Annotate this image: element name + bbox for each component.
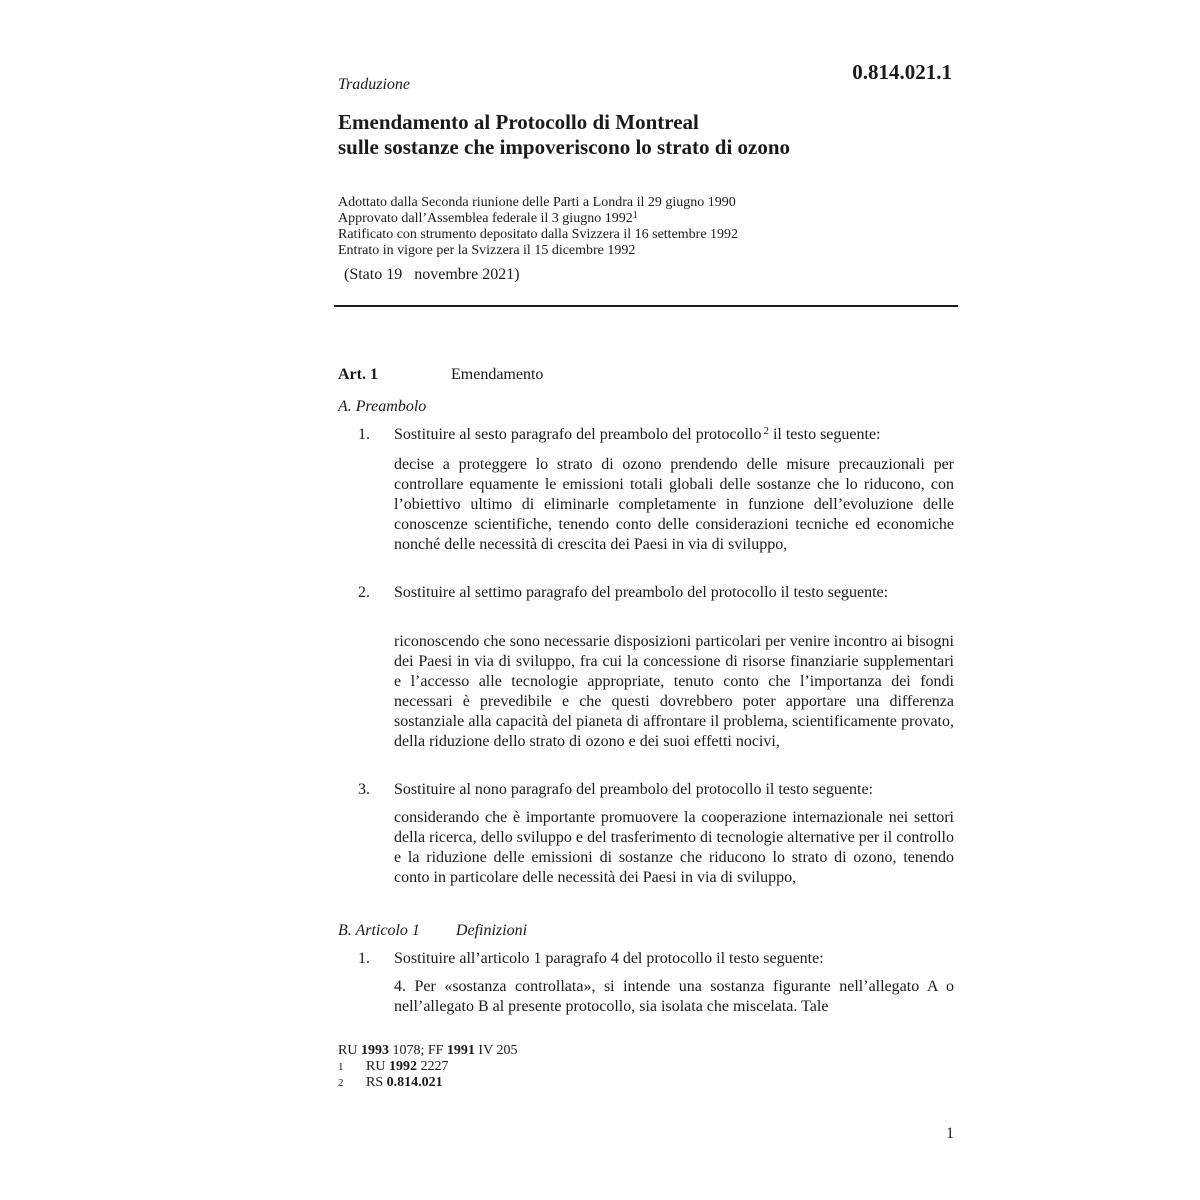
- item-number: 3.: [358, 781, 370, 798]
- item-instruction: [394, 425, 954, 445]
- item-instruction: Sostituire all’articolo 1 paragrafo 4 del protocollo il testo seguente:: [394, 950, 824, 967]
- approved-line: [338, 211, 738, 227]
- article-number: Art. 1: [338, 366, 378, 383]
- section-a-quote-1: decise a proteggere lo strato di ozono prendendo delle misure precauzionali per controllare equamente le emissioni totali globali delle sostanze che lo riducono, con l’obiettivo ultimo di eliminarle completamente in funzione dell’evoluzione delle conoscenze scientifiche, tenendo conto delle considerazioni tecniche ed economiche nonché delle necessità di crescita dei Paesi in via di sviluppo,: [394, 456, 954, 553]
- item-number: 1.: [358, 950, 370, 967]
- footnote-2: [338, 1075, 517, 1091]
- footnote-ref-1[interactable]: 1: [632, 210, 638, 221]
- header-divider: [334, 305, 958, 307]
- ru-year: 1993: [360, 1043, 389, 1058]
- section-a-item-2: [338, 583, 954, 603]
- document-metadata: [338, 195, 738, 259]
- in-force-line: Entrato in vigore per la Svizzera il 15 dicembre 1992: [338, 243, 636, 258]
- ratified-line: Ratificato con strumento depositato dalla Svizzera il 16 settembre 1992: [338, 227, 739, 242]
- article-heading: [338, 365, 954, 385]
- title-line-1: Emendamento al Protocollo di Montreal: [338, 110, 699, 134]
- section-b-heading: [338, 921, 954, 941]
- instruction-text: Sostituire al sesto paragrafo del preambolo del protocollo: [394, 426, 762, 443]
- item-instruction: Sostituire al nono paragrafo del preambolo del protocollo il testo seguente:: [394, 781, 873, 798]
- adopted-line: Adottato dalla Seconda riunione delle Parti a Londra il 29 giugno 1990: [338, 195, 736, 210]
- footnote-text: RU 1992 2227: [366, 1059, 449, 1074]
- section-a-item-3: [338, 780, 954, 800]
- footnote-text: RS 0.814.021: [366, 1075, 443, 1090]
- footnote-mark: 2: [338, 1077, 344, 1089]
- section-a-quote-3: considerando che è importante promuovere la cooperazione internazionale nei settori della ricerca, dello sviluppo e del trasferimento di tecnologie alternative per il controllo e la riduzione delle emissioni di sostanze che riducono lo strato di ozono, tenendo conto in particolare delle necessità dei Paesi in via di sviluppo,: [394, 809, 954, 886]
- translation-label: Traduzione: [338, 76, 411, 93]
- section-b-label: B. Articolo 1: [338, 922, 420, 939]
- footnote-mark: 1: [338, 1061, 344, 1073]
- page-number: 1: [946, 1125, 954, 1142]
- footnote-1: [338, 1059, 517, 1075]
- ru-prefix: RU: [338, 1043, 361, 1058]
- sr-number: 0.814.021.1: [852, 60, 952, 84]
- section-b-title: Definizioni: [455, 922, 528, 939]
- source-reference: [338, 1043, 517, 1059]
- footnote-ref-2[interactable]: 2: [763, 425, 769, 437]
- item-number: 1.: [358, 426, 370, 443]
- section-a-heading: A. Preambolo: [338, 398, 427, 415]
- status-date: (Stato 19 novembre 2021): [344, 266, 520, 283]
- footnotes: [338, 1043, 517, 1091]
- instruction-tail: il testo seguente:: [768, 426, 881, 443]
- ru-page: 1078; FF: [388, 1043, 447, 1058]
- document-title: [338, 110, 790, 160]
- title-line-2: sulle sostanze che impoveriscono lo strato di ozono: [338, 135, 791, 159]
- ff-rest: IV 205: [474, 1043, 518, 1058]
- section-a-quote-2: riconoscendo che sono necessarie disposizioni particolari per venire incontro ai bisogni dei Paesi in via di sviluppo, fra cui la concessione di risorse finanziarie supplementari e l’accesso alle tecnologie appropriate, tenuto conto che l’importanza dei fondi necessari è prevedibile e che questi dovrebbero poter apportare una differenza sostanziale alla capacità del pianeta di affrontare il problema, scientificamente provato, della riduzione dello strato di ozono e dei suoi effetti nocivi,: [394, 633, 954, 750]
- article-title: Emendamento: [451, 366, 544, 383]
- section-b-item-1: [338, 949, 954, 969]
- section-b-quote-1: 4. Per «sostanza controllata», si intende una sostanza figurante nell’allegato A o nell’allegato B al presente protocollo, sia isolata che miscelata. Tale: [394, 978, 954, 1015]
- approved-text: Approvato dall’Assemblea federale il 3 giugno 1992: [338, 211, 633, 226]
- item-instruction: Sostituire al settimo paragrafo del preambolo del protocollo il testo seguente:: [394, 584, 889, 601]
- section-a-item-1: [338, 425, 954, 445]
- item-number: 2.: [358, 584, 370, 601]
- ff-year: 1991: [446, 1043, 475, 1058]
